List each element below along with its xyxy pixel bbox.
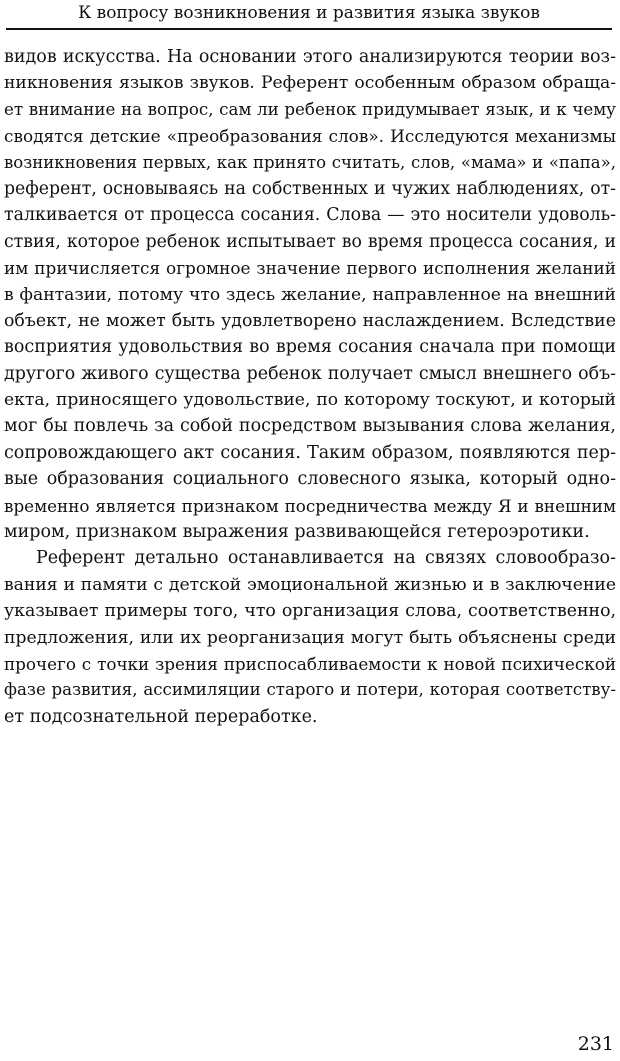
running-header bbox=[6, 2, 612, 32]
text-line: прочего с точки зрения приспосабливаемости к новой психической bbox=[4, 653, 616, 674]
page-number: 231 bbox=[577, 1033, 614, 1055]
text-line: ет подсознательной переработке. bbox=[4, 706, 318, 727]
text-line: видов искусства. На основании этого анализируются теории воз- bbox=[4, 47, 616, 67]
paragraph-2 bbox=[4, 545, 616, 730]
text-line: ет внимание на вопрос, сам ли ребенок придумывает язык, и к чему bbox=[4, 99, 616, 119]
text-line: временно является признаком посредничества между Я и внешним bbox=[4, 495, 616, 516]
text-line: миром, признаком выражения развивающейся гетероэротики. bbox=[4, 522, 590, 543]
text-line: сводятся детские «преобразования слов». Исследуются механизмы bbox=[4, 126, 616, 147]
text-line: никновения языков звуков. Референт особенным образом обращa- bbox=[4, 73, 616, 94]
text-line: фазе развития, ассимиляции старого и потери, которая соответству- bbox=[4, 680, 616, 700]
text-line: екта, приносящего удовольствие, по которому тоскуют, и который bbox=[4, 390, 616, 411]
text-line: Референт детально останавливается на связях словообразо- bbox=[36, 548, 616, 569]
text-line: вые образования социального словесного языка, который одно- bbox=[4, 469, 616, 490]
text-line: указывает примеры того, что организация слова, соответственно, bbox=[4, 601, 616, 622]
text-line: талкивается от процесса сосания. Слова — это носители удоволь- bbox=[4, 205, 616, 226]
body-text bbox=[4, 44, 616, 730]
text-line: возникновения первых, как принято считать, слов, «мама» и «папа», bbox=[4, 152, 616, 172]
text-line: мог бы повлечь за собой посредством вызывания слова желания, bbox=[4, 416, 616, 437]
text-line: ствия, которое ребенок испытывает во время процесса сосания, и bbox=[4, 231, 616, 252]
text-line: предложения, или их реорганизация могут быть объяснены среди bbox=[4, 627, 616, 648]
text-line: им причисляется огромное значение первого исполнения желаний bbox=[4, 258, 616, 279]
text-line: в фантазии, потому что здесь желание, направленное на внешний bbox=[4, 284, 616, 305]
running-title: К вопросу возникновения и развития языка звуков bbox=[78, 3, 540, 23]
text-line: другого живого существа ребенок получает смысл внешнего объ- bbox=[4, 363, 616, 384]
text-line: вания и памяти с детской эмоциональной жизнью и в заключение bbox=[4, 574, 616, 595]
header-rule bbox=[6, 28, 612, 30]
text-line: объект, не может быть удовлетворено наслаждением. Вследствие bbox=[4, 310, 616, 331]
text-line: восприятия удовольствия во время сосания сначала при помощи bbox=[4, 337, 616, 358]
paragraph-1 bbox=[4, 44, 616, 545]
text-line: сопровождающего акт сосания. Таким образом, появляются пер- bbox=[4, 442, 616, 463]
text-line: референт, основываясь на собственных и чужих наблюдениях, от- bbox=[4, 178, 616, 199]
